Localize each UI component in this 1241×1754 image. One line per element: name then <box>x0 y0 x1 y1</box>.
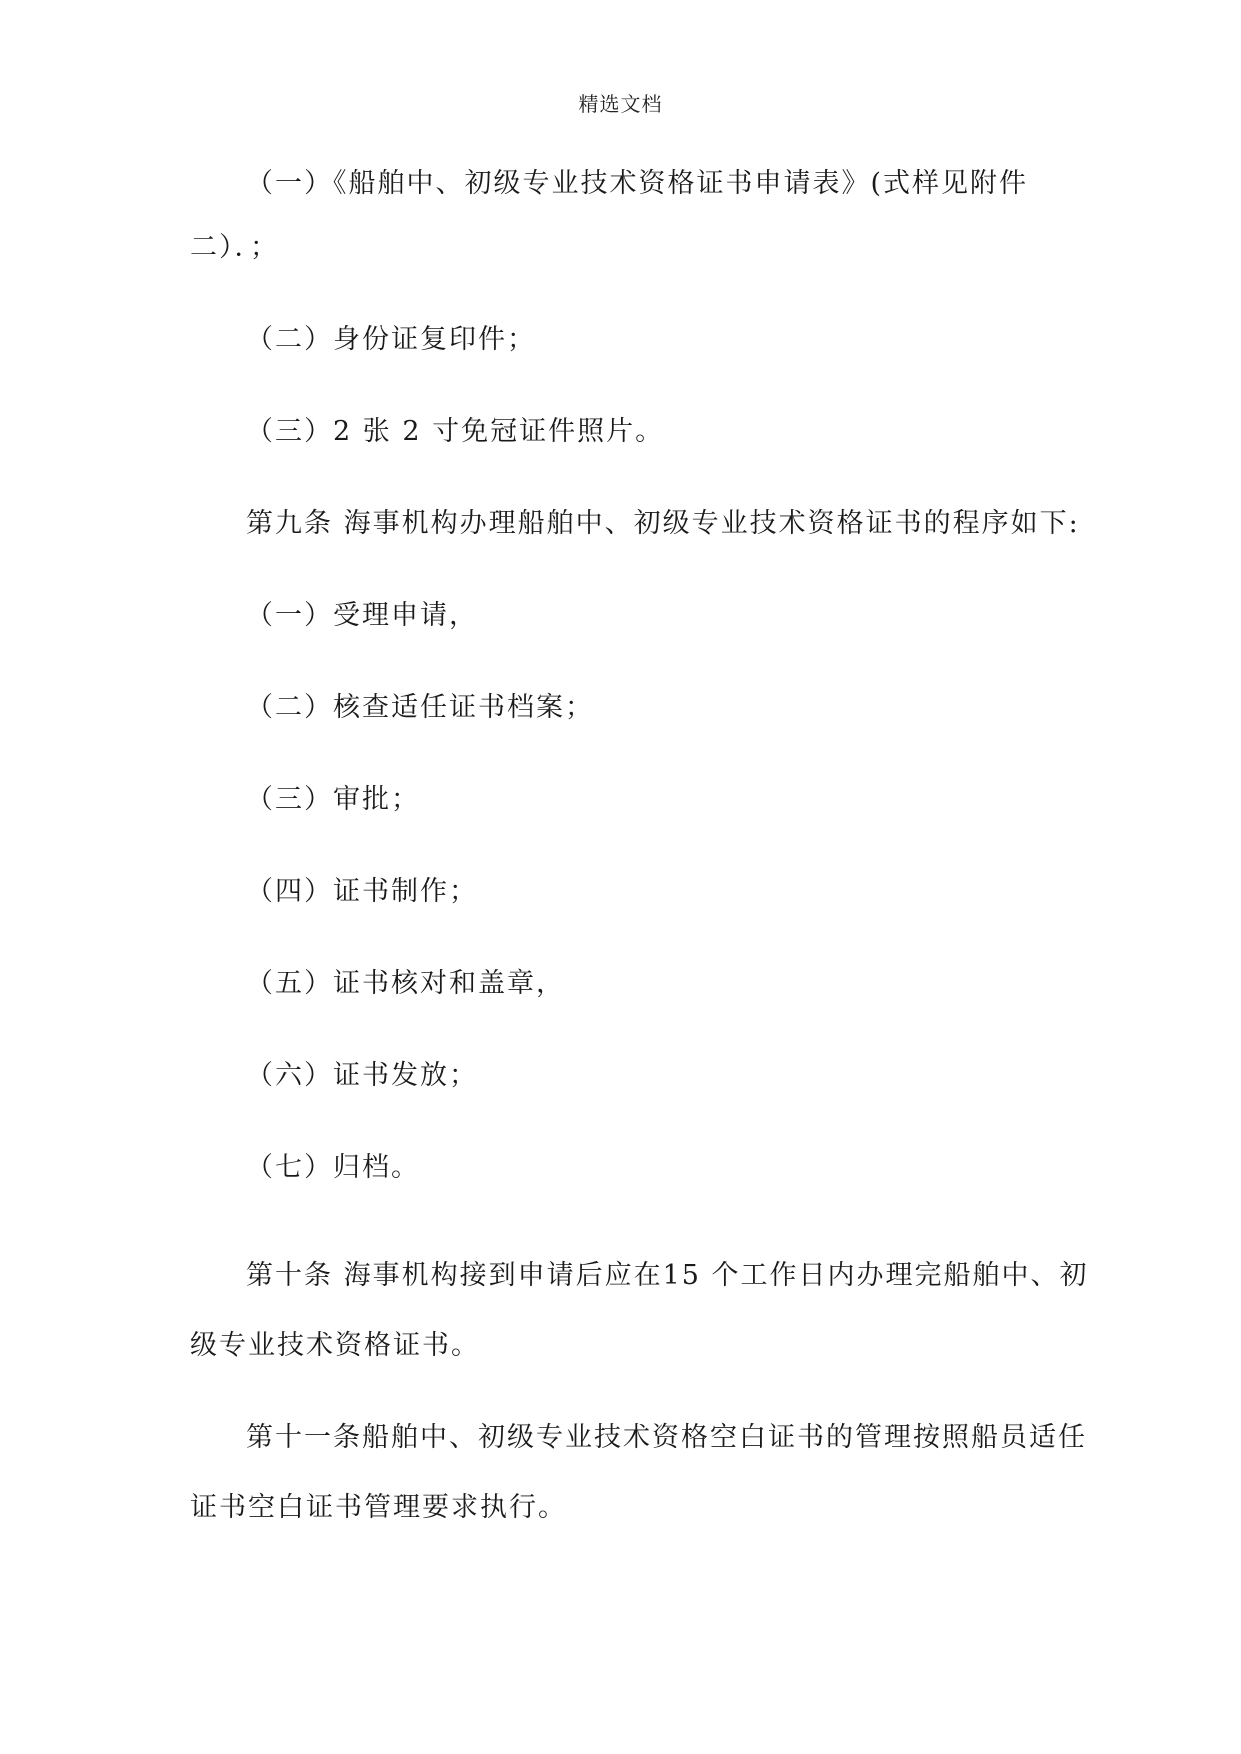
procedure-step-7: （七）归档。 <box>246 1152 420 1183</box>
article-11-line-2: 证书空白证书管理要求执行。 <box>190 1492 567 1523</box>
procedure-step-3: （三）审批； <box>246 784 420 815</box>
page-header: 精选文档 <box>578 92 663 116</box>
paragraph-item-2-id-copy: （二）身份证复印件； <box>246 324 536 355</box>
procedure-step-2: （二）核查适任证书档案； <box>246 692 594 723</box>
article-9-heading: 第九条 海事机构办理船舶中、初级专业技术资格证书的程序如下: <box>246 508 1080 539</box>
paragraph-item-1-continued: 二）．； <box>190 232 279 263</box>
paragraph-item-3-photos: （三）2 张 2 寸免冠证件照片。 <box>246 416 665 447</box>
article-11-line-1: 第十一条船舶中、初级专业技术资格空白证书的管理按照船员适任 <box>246 1422 1087 1453</box>
article-10-line-2: 级专业技术资格证书。 <box>190 1330 480 1361</box>
procedure-step-6: （六）证书发放； <box>246 1060 478 1091</box>
article-10-line-1: 第十条 海事机构接到申请后应在15 个工作日内办理完船舶中、初 <box>246 1260 1089 1291</box>
procedure-step-5: （五）证书核对和盖章， <box>246 968 565 999</box>
paragraph-item-1-application-form: （一）《船舶中、初级专业技术资格证书申请表》(式样见附件 <box>246 168 1029 199</box>
procedure-step-4: （四）证书制作； <box>246 876 478 907</box>
procedure-step-1: （一）受理申请， <box>246 600 478 631</box>
